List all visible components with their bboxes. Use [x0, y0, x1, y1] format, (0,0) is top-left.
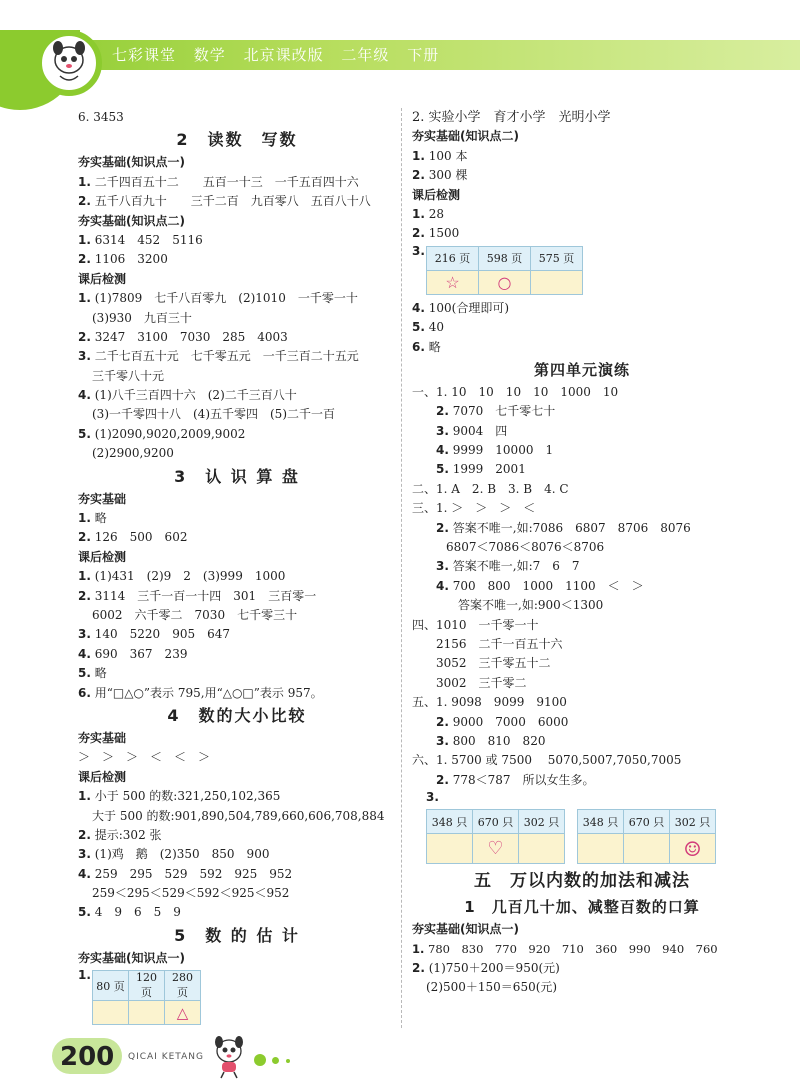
table-row: [578, 834, 716, 864]
table-cell: 670 只: [624, 810, 670, 834]
section-heading: 第四单元演练: [533, 360, 630, 379]
answer-text: 二千四百五十二 五百一十三 一千五百四十六: [94, 174, 359, 189]
table-cell: 348 只: [427, 810, 473, 834]
answer-number: 1.: [412, 941, 425, 956]
table-cell: 598 页: [479, 246, 531, 270]
answer-line: [78, 192, 396, 211]
answer-number: 4.: [436, 443, 449, 458]
answer-line: [78, 509, 396, 528]
answer-number: 2.: [78, 329, 91, 344]
answer-line: [412, 519, 752, 538]
table-cell: 280 页: [165, 971, 201, 1001]
answer-line: [412, 732, 752, 751]
answer-line: [78, 347, 396, 366]
answer-number: 1.: [78, 174, 91, 189]
answer-text: 略: [94, 666, 107, 681]
answer-number: 4.: [78, 866, 91, 881]
answer-number: 2.: [412, 226, 425, 241]
table-row: [427, 270, 583, 294]
answer-text: 提示:302 张: [94, 827, 162, 842]
answer-line: 3002 三千零二: [436, 675, 527, 690]
answer-number: 1.: [78, 789, 91, 804]
answer-line: 一、1. 10 10 10 10 1000 10: [412, 384, 619, 399]
subsection-label: 夯实基础(知识点二): [78, 213, 185, 228]
answer-text: 答案不唯一,如:7086 6807 8706 8076: [452, 520, 691, 535]
answer-number: 2.: [412, 960, 425, 975]
answer-line: [412, 338, 752, 357]
answer-number: 1.: [78, 291, 91, 306]
subsection-label: 课后检测: [78, 271, 127, 286]
subsection-label: 夯实基础(知识点一): [78, 155, 185, 170]
answer-line: 6. 3453: [78, 110, 124, 124]
answer-line: [412, 959, 752, 978]
answer-text: (1)750＋200＝950(元): [428, 960, 560, 975]
table-cell: [93, 1001, 129, 1025]
answer-table-block: [78, 968, 396, 1029]
header-edition: 北京课改版: [243, 46, 324, 64]
answer-number: 3.: [436, 559, 449, 574]
mascot-icon: [208, 1034, 250, 1080]
left-column: [78, 108, 396, 1029]
table-row: [427, 834, 565, 864]
subsection-label: 课后检测: [78, 549, 127, 564]
answer-line: 259＜295＜529＜592＜925＜952: [92, 886, 290, 901]
answer-text: 690 367 239: [94, 646, 188, 661]
answer-number: 4.: [78, 388, 91, 403]
answer-number: 3.: [78, 349, 91, 364]
answer-text: 300 棵: [428, 168, 468, 183]
answer-line: [78, 425, 396, 444]
answer-line: 6002 六千零二 7030 七千零三十: [92, 607, 298, 622]
header-title: [112, 44, 451, 66]
answer-number: 1.: [412, 206, 425, 221]
subsection-label: 夯实基础(知识点一): [412, 922, 519, 937]
table-cell: 302 只: [670, 810, 716, 834]
answer-text: (1)2090,9020,2009,9002: [94, 426, 246, 441]
answer-line: [412, 460, 752, 479]
header-series: 七彩课堂: [112, 46, 177, 64]
answer-number: 6.: [78, 685, 91, 700]
answer-line: (2)2900,9200: [92, 446, 174, 461]
answer-line: 四、1010 一千零一十: [412, 617, 539, 632]
answer-line: 2. 实验小学 育才小学 光明小学: [412, 110, 611, 125]
answer-number: 5.: [78, 426, 91, 441]
answer-number: 5.: [412, 320, 425, 335]
decorative-dot: [286, 1059, 290, 1063]
answer-line: 二、1. A 2. B 3. B 4. C: [412, 481, 569, 496]
answer-number: 1.: [78, 232, 91, 247]
answer-text: (1)7809 七千八百零九 (2)1010 一千零一十: [94, 291, 358, 306]
answer-number: 5.: [78, 905, 91, 920]
header-volume: 下册: [407, 46, 440, 64]
answer-text: 答案不唯一,如:7 6 7: [452, 559, 580, 574]
answer-number: 4.: [412, 300, 425, 315]
answer-number: 3.: [78, 847, 91, 862]
answer-line: [78, 173, 396, 192]
answer-line: [78, 903, 396, 922]
table-cell: ☺: [670, 834, 716, 864]
answer-table: [92, 970, 201, 1025]
section-heading: 3 认 识 算 盘: [174, 466, 300, 486]
answer-line: [412, 224, 752, 243]
answer-line: [78, 664, 396, 683]
answer-line: [78, 826, 396, 845]
answer-line: [412, 318, 752, 337]
answer-line: [412, 441, 752, 460]
answer-number: 6.: [412, 339, 425, 354]
subsection-label: 课后检测: [78, 769, 127, 784]
page-header: [0, 0, 800, 100]
table-cell: ♡: [473, 834, 519, 864]
answer-text: 28: [428, 206, 445, 221]
answer-line: [78, 625, 396, 644]
answer-line: [412, 713, 752, 732]
answer-line: [412, 422, 752, 441]
answer-line: [78, 845, 396, 864]
answer-text: 100 本: [428, 148, 468, 163]
answer-line: [78, 386, 396, 405]
answer-number: 1.: [412, 148, 425, 163]
answer-line: ＞ ＞ ＞ ＜ ＜ ＞: [78, 750, 211, 765]
answer-line: (2)500＋150＝650(元): [426, 980, 558, 995]
answer-number: 4.: [78, 646, 91, 661]
answer-number: 2.: [412, 168, 425, 183]
table-header-row: [427, 246, 583, 270]
answer-line: [78, 231, 396, 250]
answer-line: [78, 787, 396, 806]
answer-table: [577, 809, 716, 864]
answer-number: 1.: [78, 968, 91, 983]
answer-text: 700 800 1000 1100 ＜ ＞: [452, 578, 644, 593]
right-column: [412, 108, 752, 998]
answer-text: 126 500 602: [94, 530, 188, 545]
answer-line: [78, 587, 396, 606]
answer-number: 5.: [78, 666, 91, 681]
answer-line: [412, 205, 752, 224]
answer-text: 略: [428, 339, 441, 354]
answer-line: [412, 557, 752, 576]
subsection-label: 夯实基础: [78, 730, 127, 745]
answer-number: 5.: [436, 462, 449, 477]
table-cell: [531, 270, 583, 294]
answer-text: 3114 三千一百一十四 301 三百零一: [94, 588, 317, 603]
answer-table: [426, 809, 565, 864]
answer-text: 40: [428, 320, 445, 335]
answer-table-block: [412, 244, 752, 299]
section-heading: 5 数 的 估 计: [174, 925, 300, 945]
answer-line: (3)930 九百三十: [92, 310, 192, 325]
table-header-row: [93, 971, 201, 1001]
answer-text: 800 810 820: [452, 733, 546, 748]
answer-line: [412, 577, 752, 596]
section-heading: 4 数的大小比较: [167, 705, 307, 725]
answer-text: 6314 452 5116: [94, 232, 203, 247]
table-cell: ☆: [427, 270, 479, 294]
header-grade: 二年级: [341, 46, 390, 64]
footer-brand: QICAI KETANG: [128, 1052, 204, 1062]
table-cell: 348 只: [578, 810, 624, 834]
answer-line: 3052 三千零五十二: [436, 656, 551, 671]
answer-line: [412, 940, 752, 959]
answer-line: [78, 328, 396, 347]
table-cell: △: [165, 1001, 201, 1025]
answer-text: 140 5220 905 647: [94, 627, 231, 642]
subsection-label: 夯实基础: [78, 491, 127, 506]
table-cell: 302 只: [519, 810, 565, 834]
table-cell: [578, 834, 624, 864]
answer-number: 2.: [78, 530, 91, 545]
answer-line: 五、1. 9098 9099 9100: [412, 695, 567, 710]
answer-line: [78, 289, 396, 308]
table-cell: 670 只: [473, 810, 519, 834]
answer-table-block: [412, 790, 752, 868]
answer-line: [412, 166, 752, 185]
answer-text: 778＜787 所以女生多。: [452, 772, 595, 787]
table-cell: [519, 834, 565, 864]
answer-text: 9000 7000 6000: [452, 714, 569, 729]
answer-table: [426, 246, 583, 295]
answer-text: 五千八百九十 三千二百 九百零八 五百八十八: [94, 194, 371, 209]
table-cell: 80 页: [93, 971, 129, 1001]
table-header-row: [427, 810, 565, 834]
answer-text: 用“□△○”表示 795,用“△○□”表示 957。: [94, 685, 323, 700]
subsection-label: 课后检测: [412, 187, 461, 202]
answer-number: 4.: [436, 578, 449, 593]
answer-number: 2.: [78, 827, 91, 842]
page-number: 200: [60, 1042, 115, 1072]
answer-text: 9999 10000 1: [452, 443, 554, 458]
answer-number: 3.: [426, 790, 439, 805]
answer-line: [78, 645, 396, 664]
answer-line: [78, 684, 396, 703]
answer-line: 三、1. ＞ ＞ ＞ ＜: [412, 501, 536, 516]
table-cell: 575 页: [531, 246, 583, 270]
answer-number: 2.: [436, 404, 449, 419]
table-cell: 120 页: [129, 971, 165, 1001]
table-row: [93, 1001, 201, 1025]
answer-line: 三千零八十元: [92, 368, 165, 383]
table-cell: ○: [479, 270, 531, 294]
table-cell: 216 页: [427, 246, 479, 270]
decorative-dot: [254, 1054, 266, 1066]
answer-text: 3247 3100 7030 285 4003: [94, 329, 288, 344]
answer-number: 2.: [436, 772, 449, 787]
table-cell: [129, 1001, 165, 1025]
answer-line: 6807＜7086＜8076＜8706: [446, 540, 605, 555]
page-footer: [0, 1030, 800, 1083]
answer-text: 1106 3200: [94, 252, 168, 267]
answer-line: [78, 865, 396, 884]
answer-number: 2.: [78, 194, 91, 209]
answer-text: 4 9 6 5 9: [94, 905, 181, 920]
answer-number: 2.: [436, 520, 449, 535]
subsection-label: 夯实基础(知识点二): [412, 129, 519, 144]
subsection-label: 夯实基础(知识点一): [78, 950, 185, 965]
answer-text: (1)八千三百四十六 (2)二千三百八十: [94, 388, 297, 403]
answer-line: [78, 567, 396, 586]
answer-text: 7070 七千零七十: [452, 404, 556, 419]
answer-line: (3)一千零四十八 (4)五千零四 (5)二千一百: [92, 407, 335, 422]
answer-text: 略: [94, 511, 107, 526]
answer-text: (1)431 (2)9 2 (3)999 1000: [94, 569, 286, 584]
chapter-heading: 五 万以内数的加法和减法: [474, 871, 690, 892]
table-header-row: [578, 810, 716, 834]
answer-text: 259 295 529 592 925 952: [94, 866, 293, 881]
answer-line: [412, 147, 752, 166]
section-heading: 1 几百几十加、减整百数的口算: [464, 898, 700, 917]
decorative-dot: [272, 1057, 279, 1064]
answer-text: 1500: [428, 226, 460, 241]
mascot-icon: [46, 38, 92, 88]
answer-number: 2.: [78, 588, 91, 603]
answer-line: [412, 299, 752, 318]
answer-text: 780 830 770 920 710 360 990 940 760: [428, 941, 718, 956]
answer-number: 3.: [78, 627, 91, 642]
answer-text: 小于 500 的数:321,250,102,365: [94, 789, 281, 804]
answer-number: 2.: [436, 714, 449, 729]
answer-line: [412, 402, 752, 421]
table-cell: [624, 834, 670, 864]
answer-text: 1999 2001: [452, 462, 526, 477]
answer-text: 9004 四: [452, 423, 508, 438]
answer-line: [412, 771, 752, 790]
header-subject: 数学: [193, 46, 226, 64]
table-cell: [427, 834, 473, 864]
answer-number: 1.: [78, 569, 91, 584]
answer-number: 3.: [436, 423, 449, 438]
answer-line: [78, 528, 396, 547]
answer-number: 1.: [78, 511, 91, 526]
answer-number: 3.: [436, 733, 449, 748]
answer-line: 大于 500 的数:901,890,504,789,660,606,708,884: [92, 808, 385, 823]
answer-line: 答案不唯一,如:900＜1300: [458, 598, 604, 613]
section-heading: 2 读数 写数: [176, 130, 298, 150]
answer-text: (1)鸡 鹅 (2)350 850 900: [94, 847, 270, 862]
answer-line: [78, 250, 396, 269]
column-divider: [401, 108, 402, 1028]
answer-text: 二千七百五十元 七千零五元 一千三百二十五元: [94, 349, 359, 364]
answer-text: 100(合理即可): [428, 300, 510, 315]
answer-line: 2156 二千一百五十六: [436, 636, 563, 651]
answer-number: 3.: [412, 243, 425, 258]
answer-number: 2.: [78, 252, 91, 267]
answer-line: 六、1. 5700 或 7500 5070,5007,7050,7005: [412, 753, 682, 768]
